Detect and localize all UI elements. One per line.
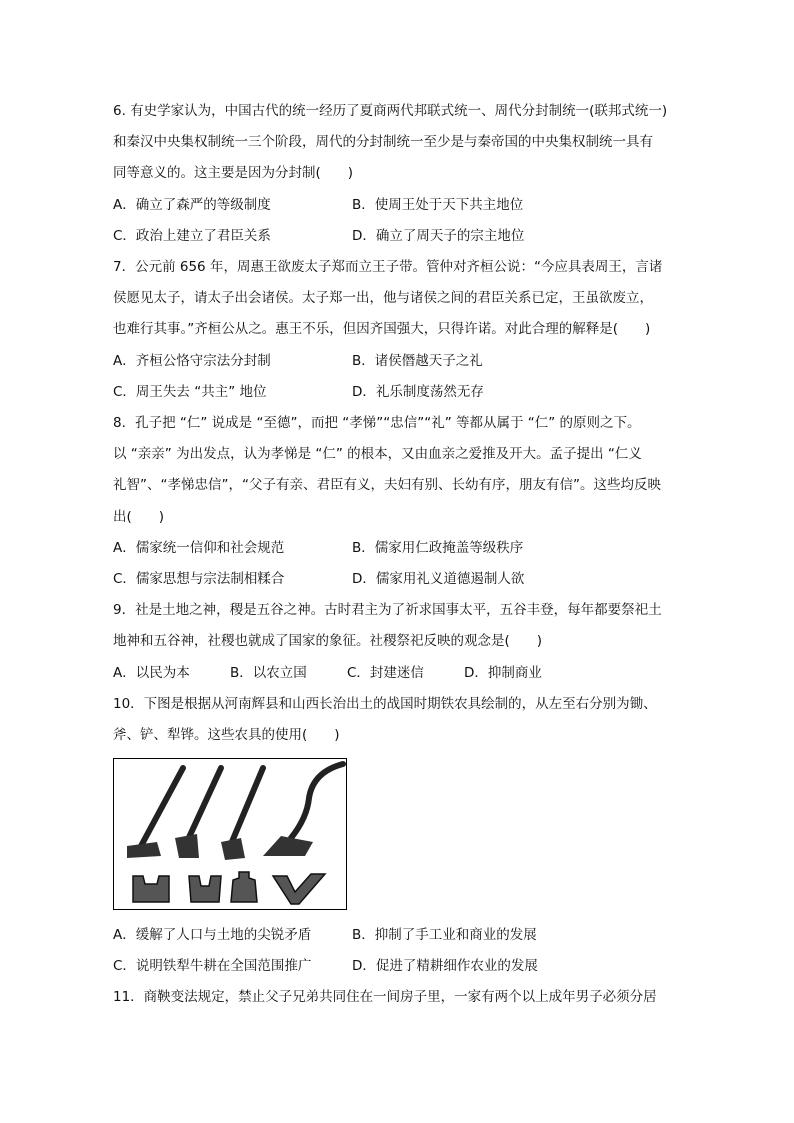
q6-option-a[interactable]: A．确立了森严的等级制度 [113, 197, 271, 213]
q7-line-3: 也难行其事。”齐桓公从之。惠王不乐，但因齐国强大，只得许诺。对此合理的解释是( ) [113, 321, 651, 337]
q9-line-1: 9．社是土地之神，稷是五谷之神。古时君主为了祈求国事太平，五谷丰登，每年都要祭祀土 [113, 602, 662, 618]
q10-option-c[interactable]: C．说明铁犁牛耕在全国范围推广 [113, 958, 312, 974]
q6-line-2: 和秦汉中央集权制统一三个阶段，周代的分封制统一至少是与秦帝国的中央集权制统一具有 [113, 134, 653, 150]
q9-line-2: 地神和五谷神，社稷也就成了国家的象征。社稷祭祀反映的观念是( ) [113, 633, 543, 649]
q8-line-2: 以 “亲亲” 为出发点，认为孝悌是 “仁” 的根本，又由血亲之爱推及开大。孟子提出 “仁义 [113, 446, 642, 462]
q7-option-a[interactable]: A．齐桓公恪守宗法分封制 [113, 353, 271, 369]
q7-option-b[interactable]: B．诸侯僭越天子之礼 [352, 353, 483, 369]
q10-option-b[interactable]: B．抑制了手工业和商业的发展 [352, 927, 537, 943]
q6-option-d[interactable]: D．确立了周天子的宗主地位 [352, 228, 525, 244]
q10-line-2: 斧、铲、犁铧。这些农具的使用( ) [113, 727, 340, 743]
q10-option-a[interactable]: A．缓解了人口与土地的尖锐矛盾 [113, 927, 312, 943]
q9-option-a[interactable]: A．以民为本 [113, 665, 190, 681]
q6-line-1: 6. 有史学家认为，中国古代的统一经历了夏商两代邦联式统一、周代分封制统一(联邦式统一) [113, 103, 668, 119]
q8-line-1: 8．孔子把 “仁” 说成是 “至德”，而把 “孝悌”“忠信”“礼” 等都从属于 “仁” 的原则之下。 [113, 415, 641, 431]
q6-option-b[interactable]: B．使周王处于天下共主地位 [352, 197, 524, 213]
q9-option-d[interactable]: D．抑制商业 [464, 665, 542, 681]
q8-option-c[interactable]: C．儒家思想与宗法制相糅合 [113, 571, 285, 587]
q10-option-d[interactable]: D．促进了精耕细作农业的发展 [352, 958, 538, 974]
q9-option-c[interactable]: C．封建迷信 [347, 665, 424, 681]
q9-option-b[interactable]: B．以农立国 [230, 665, 307, 681]
q6-option-c[interactable]: C．政治上建立了君臣关系 [113, 228, 271, 244]
q10-line-1: 10．下图是根据从河南辉县和山西长治出土的战国时期铁农具绘制的，从左至右分别为锄、 [113, 696, 657, 712]
q7-line-1: 7．公元前 656 年，周惠王欲废太子郑而立王子带。管仲对齐桓公说：“今应具表周王，言诸 [113, 259, 663, 275]
q11-line-1: 11．商鞅变法规定，禁止父子兄弟共同住在一间房子里，一家有两个以上成年男子必须分居 [113, 989, 657, 1005]
iron-tools-figure [113, 758, 347, 910]
q8-option-b[interactable]: B．儒家用仁政掩盖等级秩序 [352, 540, 524, 556]
q6-line-3: 同等意义的。这主要是因为分封制( ) [113, 165, 354, 181]
q7-option-d[interactable]: D．礼乐制度荡然无存 [352, 384, 484, 400]
q7-option-c[interactable]: C．周王失去 “共主” 地位 [113, 384, 267, 400]
q8-line-4: 出( ) [113, 509, 165, 525]
q8-option-d[interactable]: D．儒家用礼义道德遏制人欲 [352, 571, 525, 587]
q7-line-2: 侯愿见太子，请太子出会诸侯。太子郑一出，他与诸侯之间的君臣关系已定，王虽欲废立， [113, 290, 653, 306]
q8-line-3: 礼智”、“孝悌忠信”，“父子有亲、君臣有义，夫妇有别、长幼有序，朋友有信”。这些均反映 [113, 477, 661, 493]
q8-option-a[interactable]: A．儒家统一信仰和社会规范 [113, 540, 285, 556]
